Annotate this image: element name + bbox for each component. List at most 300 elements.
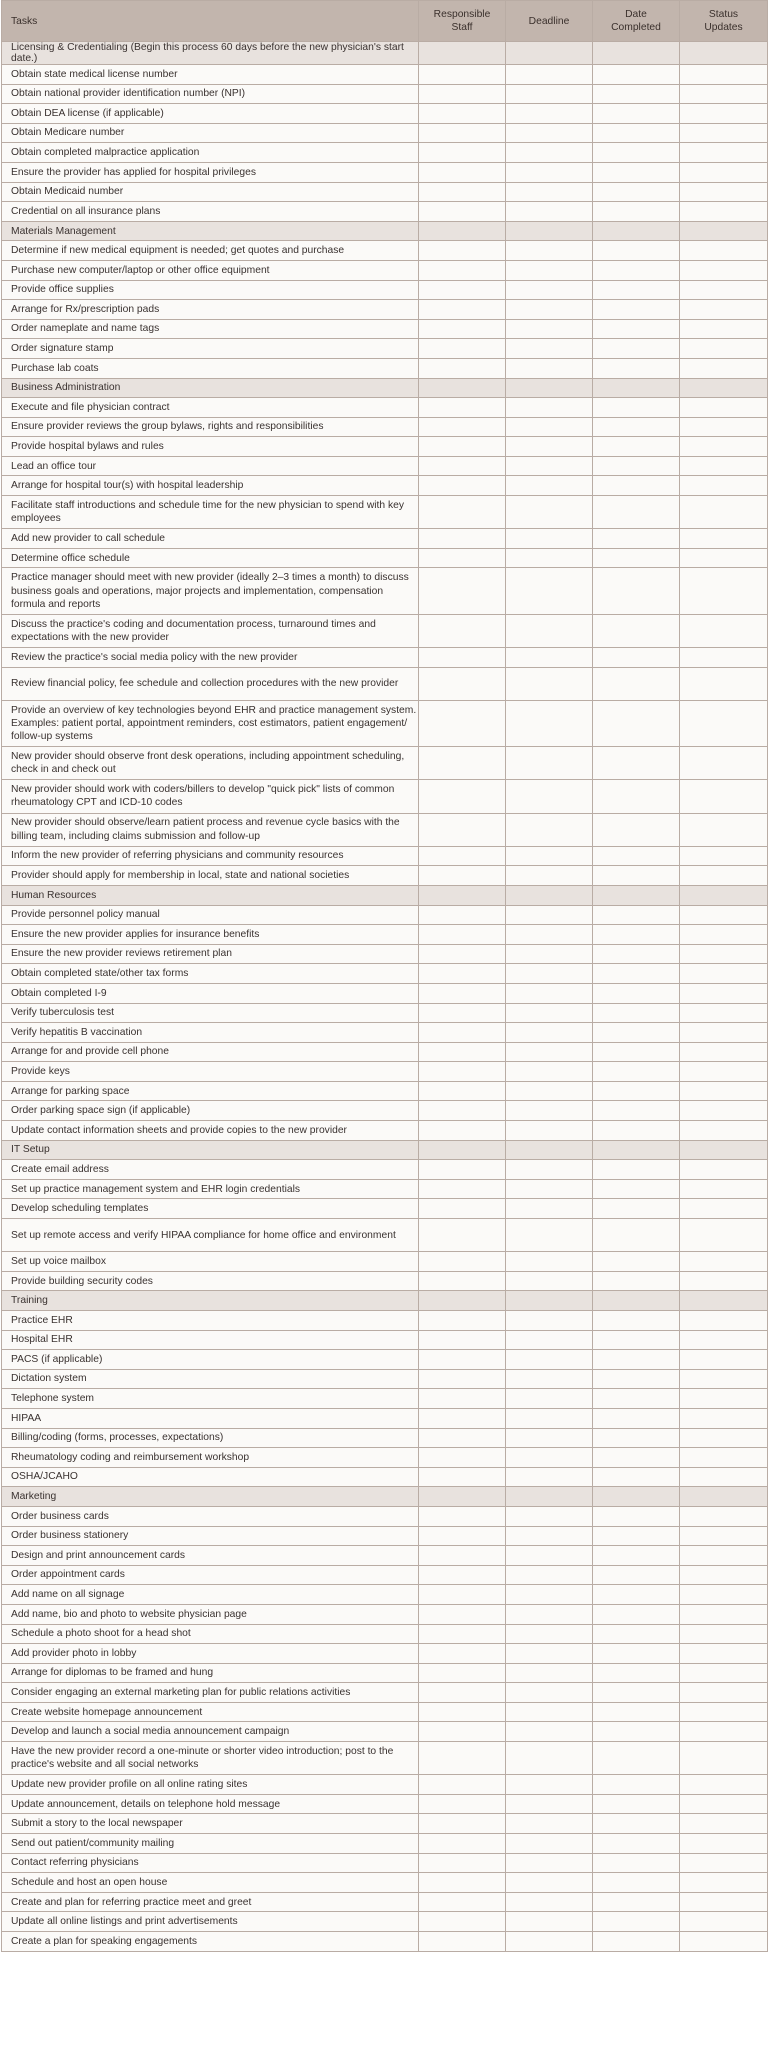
status-updates-cell[interactable] — [680, 1702, 768, 1722]
deadline-cell[interactable] — [506, 813, 593, 846]
status-updates-cell[interactable] — [680, 319, 768, 339]
date-completed-cell[interactable] — [593, 1624, 680, 1644]
date-completed-cell[interactable] — [593, 123, 680, 143]
status-updates-cell[interactable] — [680, 1663, 768, 1683]
responsible-staff-cell[interactable] — [419, 1873, 506, 1893]
deadline-cell[interactable] — [506, 358, 593, 378]
deadline-cell[interactable] — [506, 1506, 593, 1526]
date-completed-cell[interactable] — [593, 1042, 680, 1062]
responsible-staff-cell[interactable] — [419, 202, 506, 222]
responsible-staff-cell[interactable] — [419, 1892, 506, 1912]
status-updates-cell[interactable] — [680, 1683, 768, 1703]
responsible-staff-cell[interactable] — [419, 925, 506, 945]
status-updates-cell[interactable] — [680, 162, 768, 182]
date-completed-cell[interactable] — [593, 905, 680, 925]
status-updates-cell[interactable] — [680, 358, 768, 378]
deadline-cell[interactable] — [506, 1179, 593, 1199]
responsible-staff-cell[interactable] — [419, 944, 506, 964]
deadline-cell[interactable] — [506, 1814, 593, 1834]
status-updates-cell[interactable] — [680, 1775, 768, 1795]
deadline-cell[interactable] — [506, 1023, 593, 1043]
date-completed-cell[interactable] — [593, 1408, 680, 1428]
status-updates-cell[interactable] — [680, 866, 768, 886]
responsible-staff-cell[interactable] — [419, 1062, 506, 1082]
deadline-cell[interactable] — [506, 548, 593, 568]
deadline-cell[interactable] — [506, 123, 593, 143]
responsible-staff-cell[interactable] — [419, 1722, 506, 1742]
deadline-cell[interactable] — [506, 1604, 593, 1624]
responsible-staff-cell[interactable] — [419, 846, 506, 866]
responsible-staff-cell[interactable] — [419, 1912, 506, 1932]
date-completed-cell[interactable] — [593, 1160, 680, 1180]
date-completed-cell[interactable] — [593, 1526, 680, 1546]
date-completed-cell[interactable] — [593, 1814, 680, 1834]
date-completed-cell[interactable] — [593, 104, 680, 124]
status-updates-cell[interactable] — [680, 300, 768, 320]
date-completed-cell[interactable] — [593, 1428, 680, 1448]
status-updates-cell[interactable] — [680, 700, 768, 746]
deadline-cell[interactable] — [506, 648, 593, 668]
deadline-cell[interactable] — [506, 1775, 593, 1795]
date-completed-cell[interactable] — [593, 1663, 680, 1683]
status-updates-cell[interactable] — [680, 1389, 768, 1409]
status-updates-cell[interactable] — [680, 1853, 768, 1873]
status-updates-cell[interactable] — [680, 143, 768, 163]
status-updates-cell[interactable] — [680, 1042, 768, 1062]
deadline-cell[interactable] — [506, 1683, 593, 1703]
date-completed-cell[interactable] — [593, 1467, 680, 1487]
deadline-cell[interactable] — [506, 104, 593, 124]
deadline-cell[interactable] — [506, 747, 593, 780]
date-completed-cell[interactable] — [593, 476, 680, 496]
deadline-cell[interactable] — [506, 944, 593, 964]
status-updates-cell[interactable] — [680, 1219, 768, 1252]
date-completed-cell[interactable] — [593, 1546, 680, 1566]
responsible-staff-cell[interactable] — [419, 1853, 506, 1873]
deadline-cell[interactable] — [506, 182, 593, 202]
responsible-staff-cell[interactable] — [419, 813, 506, 846]
date-completed-cell[interactable] — [593, 182, 680, 202]
status-updates-cell[interactable] — [680, 1121, 768, 1141]
deadline-cell[interactable] — [506, 1467, 593, 1487]
responsible-staff-cell[interactable] — [419, 1330, 506, 1350]
deadline-cell[interactable] — [506, 1219, 593, 1252]
deadline-cell[interactable] — [506, 905, 593, 925]
date-completed-cell[interactable] — [593, 358, 680, 378]
deadline-cell[interactable] — [506, 925, 593, 945]
date-completed-cell[interactable] — [593, 1683, 680, 1703]
responsible-staff-cell[interactable] — [419, 614, 506, 647]
date-completed-cell[interactable] — [593, 319, 680, 339]
status-updates-cell[interactable] — [680, 529, 768, 549]
date-completed-cell[interactable] — [593, 1271, 680, 1291]
deadline-cell[interactable] — [506, 417, 593, 437]
status-updates-cell[interactable] — [680, 648, 768, 668]
status-updates-cell[interactable] — [680, 417, 768, 437]
status-updates-cell[interactable] — [680, 1506, 768, 1526]
responsible-staff-cell[interactable] — [419, 983, 506, 1003]
deadline-cell[interactable] — [506, 1311, 593, 1331]
date-completed-cell[interactable] — [593, 1794, 680, 1814]
date-completed-cell[interactable] — [593, 529, 680, 549]
date-completed-cell[interactable] — [593, 648, 680, 668]
deadline-cell[interactable] — [506, 700, 593, 746]
deadline-cell[interactable] — [506, 437, 593, 457]
deadline-cell[interactable] — [506, 1389, 593, 1409]
deadline-cell[interactable] — [506, 1565, 593, 1585]
deadline-cell[interactable] — [506, 964, 593, 984]
date-completed-cell[interactable] — [593, 339, 680, 359]
responsible-staff-cell[interactable] — [419, 84, 506, 104]
date-completed-cell[interactable] — [593, 1252, 680, 1272]
responsible-staff-cell[interactable] — [419, 1199, 506, 1219]
deadline-cell[interactable] — [506, 1702, 593, 1722]
deadline-cell[interactable] — [506, 1428, 593, 1448]
date-completed-cell[interactable] — [593, 780, 680, 813]
deadline-cell[interactable] — [506, 1546, 593, 1566]
deadline-cell[interactable] — [506, 1160, 593, 1180]
date-completed-cell[interactable] — [593, 1199, 680, 1219]
status-updates-cell[interactable] — [680, 1546, 768, 1566]
responsible-staff-cell[interactable] — [419, 104, 506, 124]
status-updates-cell[interactable] — [680, 1252, 768, 1272]
responsible-staff-cell[interactable] — [419, 1448, 506, 1468]
status-updates-cell[interactable] — [680, 925, 768, 945]
status-updates-cell[interactable] — [680, 1062, 768, 1082]
date-completed-cell[interactable] — [593, 548, 680, 568]
status-updates-cell[interactable] — [680, 1369, 768, 1389]
responsible-staff-cell[interactable] — [419, 1585, 506, 1605]
deadline-cell[interactable] — [506, 1330, 593, 1350]
deadline-cell[interactable] — [506, 1350, 593, 1370]
responsible-staff-cell[interactable] — [419, 700, 506, 746]
responsible-staff-cell[interactable] — [419, 964, 506, 984]
deadline-cell[interactable] — [506, 1271, 593, 1291]
date-completed-cell[interactable] — [593, 143, 680, 163]
responsible-staff-cell[interactable] — [419, 648, 506, 668]
status-updates-cell[interactable] — [680, 747, 768, 780]
deadline-cell[interactable] — [506, 202, 593, 222]
responsible-staff-cell[interactable] — [419, 1604, 506, 1624]
date-completed-cell[interactable] — [593, 1585, 680, 1605]
responsible-staff-cell[interactable] — [419, 548, 506, 568]
date-completed-cell[interactable] — [593, 300, 680, 320]
date-completed-cell[interactable] — [593, 1330, 680, 1350]
date-completed-cell[interactable] — [593, 846, 680, 866]
deadline-cell[interactable] — [506, 65, 593, 85]
deadline-cell[interactable] — [506, 568, 593, 614]
responsible-staff-cell[interactable] — [419, 1814, 506, 1834]
deadline-cell[interactable] — [506, 319, 593, 339]
status-updates-cell[interactable] — [680, 1311, 768, 1331]
responsible-staff-cell[interactable] — [419, 1369, 506, 1389]
status-updates-cell[interactable] — [680, 780, 768, 813]
responsible-staff-cell[interactable] — [419, 339, 506, 359]
date-completed-cell[interactable] — [593, 700, 680, 746]
date-completed-cell[interactable] — [593, 417, 680, 437]
deadline-cell[interactable] — [506, 456, 593, 476]
responsible-staff-cell[interactable] — [419, 260, 506, 280]
deadline-cell[interactable] — [506, 1644, 593, 1664]
status-updates-cell[interactable] — [680, 1873, 768, 1893]
status-updates-cell[interactable] — [680, 548, 768, 568]
deadline-cell[interactable] — [506, 1912, 593, 1932]
responsible-staff-cell[interactable] — [419, 496, 506, 529]
responsible-staff-cell[interactable] — [419, 300, 506, 320]
status-updates-cell[interactable] — [680, 123, 768, 143]
status-updates-cell[interactable] — [680, 1834, 768, 1854]
responsible-staff-cell[interactable] — [419, 358, 506, 378]
deadline-cell[interactable] — [506, 339, 593, 359]
date-completed-cell[interactable] — [593, 1062, 680, 1082]
responsible-staff-cell[interactable] — [419, 1350, 506, 1370]
status-updates-cell[interactable] — [680, 1101, 768, 1121]
deadline-cell[interactable] — [506, 300, 593, 320]
deadline-cell[interactable] — [506, 260, 593, 280]
responsible-staff-cell[interactable] — [419, 1042, 506, 1062]
status-updates-cell[interactable] — [680, 398, 768, 418]
responsible-staff-cell[interactable] — [419, 182, 506, 202]
status-updates-cell[interactable] — [680, 437, 768, 457]
date-completed-cell[interactable] — [593, 1023, 680, 1043]
date-completed-cell[interactable] — [593, 1121, 680, 1141]
date-completed-cell[interactable] — [593, 813, 680, 846]
deadline-cell[interactable] — [506, 1448, 593, 1468]
deadline-cell[interactable] — [506, 529, 593, 549]
date-completed-cell[interactable] — [593, 260, 680, 280]
responsible-staff-cell[interactable] — [419, 1834, 506, 1854]
responsible-staff-cell[interactable] — [419, 1121, 506, 1141]
date-completed-cell[interactable] — [593, 747, 680, 780]
responsible-staff-cell[interactable] — [419, 667, 506, 700]
status-updates-cell[interactable] — [680, 456, 768, 476]
responsible-staff-cell[interactable] — [419, 1526, 506, 1546]
responsible-staff-cell[interactable] — [419, 905, 506, 925]
status-updates-cell[interactable] — [680, 202, 768, 222]
responsible-staff-cell[interactable] — [419, 747, 506, 780]
status-updates-cell[interactable] — [680, 1624, 768, 1644]
status-updates-cell[interactable] — [680, 614, 768, 647]
date-completed-cell[interactable] — [593, 84, 680, 104]
date-completed-cell[interactable] — [593, 983, 680, 1003]
date-completed-cell[interactable] — [593, 1565, 680, 1585]
date-completed-cell[interactable] — [593, 944, 680, 964]
deadline-cell[interactable] — [506, 1042, 593, 1062]
status-updates-cell[interactable] — [680, 846, 768, 866]
deadline-cell[interactable] — [506, 1526, 593, 1546]
status-updates-cell[interactable] — [680, 1408, 768, 1428]
date-completed-cell[interactable] — [593, 1219, 680, 1252]
deadline-cell[interactable] — [506, 1853, 593, 1873]
status-updates-cell[interactable] — [680, 667, 768, 700]
status-updates-cell[interactable] — [680, 496, 768, 529]
responsible-staff-cell[interactable] — [419, 1023, 506, 1043]
responsible-staff-cell[interactable] — [419, 1271, 506, 1291]
date-completed-cell[interactable] — [593, 162, 680, 182]
status-updates-cell[interactable] — [680, 1722, 768, 1742]
date-completed-cell[interactable] — [593, 1369, 680, 1389]
responsible-staff-cell[interactable] — [419, 398, 506, 418]
deadline-cell[interactable] — [506, 1624, 593, 1644]
date-completed-cell[interactable] — [593, 241, 680, 261]
status-updates-cell[interactable] — [680, 104, 768, 124]
status-updates-cell[interactable] — [680, 1330, 768, 1350]
responsible-staff-cell[interactable] — [419, 1742, 506, 1775]
date-completed-cell[interactable] — [593, 1179, 680, 1199]
date-completed-cell[interactable] — [593, 1101, 680, 1121]
responsible-staff-cell[interactable] — [419, 1428, 506, 1448]
status-updates-cell[interactable] — [680, 182, 768, 202]
date-completed-cell[interactable] — [593, 1834, 680, 1854]
responsible-staff-cell[interactable] — [419, 866, 506, 886]
date-completed-cell[interactable] — [593, 1892, 680, 1912]
date-completed-cell[interactable] — [593, 667, 680, 700]
deadline-cell[interactable] — [506, 667, 593, 700]
deadline-cell[interactable] — [506, 1121, 593, 1141]
responsible-staff-cell[interactable] — [419, 1932, 506, 1952]
status-updates-cell[interactable] — [680, 1467, 768, 1487]
responsible-staff-cell[interactable] — [419, 437, 506, 457]
responsible-staff-cell[interactable] — [419, 1683, 506, 1703]
responsible-staff-cell[interactable] — [419, 456, 506, 476]
status-updates-cell[interactable] — [680, 476, 768, 496]
responsible-staff-cell[interactable] — [419, 1467, 506, 1487]
responsible-staff-cell[interactable] — [419, 241, 506, 261]
status-updates-cell[interactable] — [680, 1604, 768, 1624]
status-updates-cell[interactable] — [680, 1794, 768, 1814]
deadline-cell[interactable] — [506, 1834, 593, 1854]
status-updates-cell[interactable] — [680, 1932, 768, 1952]
status-updates-cell[interactable] — [680, 241, 768, 261]
responsible-staff-cell[interactable] — [419, 1179, 506, 1199]
date-completed-cell[interactable] — [593, 964, 680, 984]
date-completed-cell[interactable] — [593, 1932, 680, 1952]
deadline-cell[interactable] — [506, 1062, 593, 1082]
deadline-cell[interactable] — [506, 280, 593, 300]
responsible-staff-cell[interactable] — [419, 1160, 506, 1180]
status-updates-cell[interactable] — [680, 1892, 768, 1912]
status-updates-cell[interactable] — [680, 1814, 768, 1834]
responsible-staff-cell[interactable] — [419, 1702, 506, 1722]
date-completed-cell[interactable] — [593, 1604, 680, 1624]
responsible-staff-cell[interactable] — [419, 1775, 506, 1795]
status-updates-cell[interactable] — [680, 964, 768, 984]
responsible-staff-cell[interactable] — [419, 1644, 506, 1664]
status-updates-cell[interactable] — [680, 1081, 768, 1101]
responsible-staff-cell[interactable] — [419, 568, 506, 614]
deadline-cell[interactable] — [506, 162, 593, 182]
date-completed-cell[interactable] — [593, 1775, 680, 1795]
status-updates-cell[interactable] — [680, 1448, 768, 1468]
deadline-cell[interactable] — [506, 780, 593, 813]
status-updates-cell[interactable] — [680, 1565, 768, 1585]
responsible-staff-cell[interactable] — [419, 1546, 506, 1566]
responsible-staff-cell[interactable] — [419, 417, 506, 437]
responsible-staff-cell[interactable] — [419, 1252, 506, 1272]
responsible-staff-cell[interactable] — [419, 1003, 506, 1023]
date-completed-cell[interactable] — [593, 496, 680, 529]
deadline-cell[interactable] — [506, 1408, 593, 1428]
date-completed-cell[interactable] — [593, 925, 680, 945]
status-updates-cell[interactable] — [680, 1179, 768, 1199]
deadline-cell[interactable] — [506, 1794, 593, 1814]
status-updates-cell[interactable] — [680, 1271, 768, 1291]
responsible-staff-cell[interactable] — [419, 319, 506, 339]
responsible-staff-cell[interactable] — [419, 1794, 506, 1814]
date-completed-cell[interactable] — [593, 1644, 680, 1664]
status-updates-cell[interactable] — [680, 1350, 768, 1370]
responsible-staff-cell[interactable] — [419, 476, 506, 496]
date-completed-cell[interactable] — [593, 1003, 680, 1023]
date-completed-cell[interactable] — [593, 1742, 680, 1775]
date-completed-cell[interactable] — [593, 1311, 680, 1331]
status-updates-cell[interactable] — [680, 905, 768, 925]
responsible-staff-cell[interactable] — [419, 123, 506, 143]
responsible-staff-cell[interactable] — [419, 1311, 506, 1331]
date-completed-cell[interactable] — [593, 1702, 680, 1722]
status-updates-cell[interactable] — [680, 1912, 768, 1932]
deadline-cell[interactable] — [506, 1722, 593, 1742]
date-completed-cell[interactable] — [593, 398, 680, 418]
date-completed-cell[interactable] — [593, 1506, 680, 1526]
date-completed-cell[interactable] — [593, 866, 680, 886]
date-completed-cell[interactable] — [593, 1722, 680, 1742]
status-updates-cell[interactable] — [680, 983, 768, 1003]
responsible-staff-cell[interactable] — [419, 1219, 506, 1252]
responsible-staff-cell[interactable] — [419, 1624, 506, 1644]
date-completed-cell[interactable] — [593, 1389, 680, 1409]
deadline-cell[interactable] — [506, 846, 593, 866]
date-completed-cell[interactable] — [593, 1350, 680, 1370]
date-completed-cell[interactable] — [593, 1873, 680, 1893]
deadline-cell[interactable] — [506, 1742, 593, 1775]
responsible-staff-cell[interactable] — [419, 780, 506, 813]
responsible-staff-cell[interactable] — [419, 1101, 506, 1121]
status-updates-cell[interactable] — [680, 339, 768, 359]
status-updates-cell[interactable] — [680, 1585, 768, 1605]
date-completed-cell[interactable] — [593, 437, 680, 457]
status-updates-cell[interactable] — [680, 84, 768, 104]
deadline-cell[interactable] — [506, 1892, 593, 1912]
deadline-cell[interactable] — [506, 866, 593, 886]
responsible-staff-cell[interactable] — [419, 1506, 506, 1526]
responsible-staff-cell[interactable] — [419, 143, 506, 163]
status-updates-cell[interactable] — [680, 65, 768, 85]
status-updates-cell[interactable] — [680, 1428, 768, 1448]
responsible-staff-cell[interactable] — [419, 1389, 506, 1409]
date-completed-cell[interactable] — [593, 65, 680, 85]
deadline-cell[interactable] — [506, 84, 593, 104]
date-completed-cell[interactable] — [593, 614, 680, 647]
deadline-cell[interactable] — [506, 1585, 593, 1605]
deadline-cell[interactable] — [506, 1932, 593, 1952]
deadline-cell[interactable] — [506, 1252, 593, 1272]
deadline-cell[interactable] — [506, 398, 593, 418]
deadline-cell[interactable] — [506, 983, 593, 1003]
date-completed-cell[interactable] — [593, 1912, 680, 1932]
status-updates-cell[interactable] — [680, 1742, 768, 1775]
date-completed-cell[interactable] — [593, 1081, 680, 1101]
deadline-cell[interactable] — [506, 496, 593, 529]
responsible-staff-cell[interactable] — [419, 1565, 506, 1585]
status-updates-cell[interactable] — [680, 1023, 768, 1043]
responsible-staff-cell[interactable] — [419, 1408, 506, 1428]
status-updates-cell[interactable] — [680, 260, 768, 280]
deadline-cell[interactable] — [506, 1369, 593, 1389]
status-updates-cell[interactable] — [680, 280, 768, 300]
date-completed-cell[interactable] — [593, 456, 680, 476]
responsible-staff-cell[interactable] — [419, 1663, 506, 1683]
